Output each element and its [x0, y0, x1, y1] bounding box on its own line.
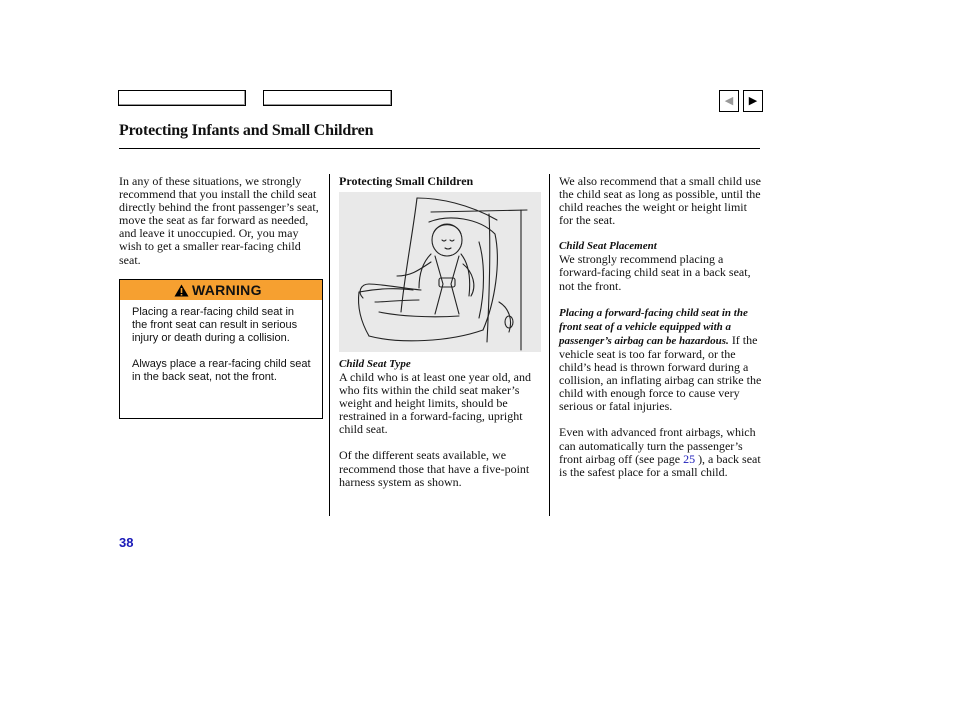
warning-text-2: Always place a rear-facing child seat in the back seat, not the front.	[132, 358, 311, 383]
page-number: 38	[119, 535, 134, 550]
warning-label: WARNING	[192, 282, 262, 298]
column-1	[119, 175, 322, 280]
warning-triangle-icon	[174, 284, 189, 297]
section-heading: Protecting Small Children	[339, 174, 474, 188]
harness-recommendation-text: Of the different seats available, we recommend those that have a five-point harness system as shown.	[339, 448, 530, 489]
title-divider	[119, 148, 760, 149]
next-page-button[interactable]	[743, 90, 763, 112]
warning-body	[120, 300, 322, 384]
front-seat-hazard-bold: Placing a forward-facing child seat in the front seat of a vehicle equipped with a passenger’s airbag can be hazardous.	[559, 306, 748, 347]
child-seat-drawing	[339, 192, 541, 352]
front-seat-hazard-text	[559, 306, 762, 414]
column-divider-1	[329, 174, 330, 516]
figure-caption: Child Seat Type	[339, 358, 411, 370]
advanced-airbag-text-start: Even with advanced front airbags, which can automatically turn the passenger’s front airbag off (see page	[559, 425, 756, 466]
column-divider-2	[549, 174, 550, 516]
placement-heading: Child Seat Placement	[559, 240, 657, 253]
front-seat-hazard-detail: If the vehicle seat is too far forward, or the child’s head is thrown forward during a collision, an inflating airbag can strike the child with enough force to cause very serious or fatal injuries.	[559, 332, 762, 414]
triangle-left-icon: ◀	[724, 94, 734, 107]
column-2	[339, 175, 531, 188]
prev-page-button[interactable]	[719, 90, 739, 112]
placement-text: We strongly recommend placing a forward-facing child seat in a back seat, not the front.	[559, 252, 751, 293]
child-seat-type-text: A child who is at least one year old, and who fits within the child seat maker’s weight and height limits, should be restrained in a forward-facing, upright child seat.	[339, 370, 531, 437]
intro-paragraph: In any of these situations, we strongly recommend that you install the child seat directly behind the front passenger’s seat, move the seat as far forward as needed, and leave it unoccupied. Or, you may wish to get a smaller rear-facing child seat.	[119, 174, 319, 267]
nav-tab-button-2[interactable]	[263, 90, 392, 106]
nav-tab-button-1[interactable]	[118, 90, 246, 106]
child-seat-illustration	[339, 192, 541, 352]
warning-text-1: Placing a rear-facing child seat in the front seat can result in serious injury or death during a collision.	[132, 306, 298, 344]
triangle-right-icon: ▶	[748, 94, 758, 107]
warning-box	[119, 279, 323, 419]
seat-duration-text: We also recommend that a small child use the child seat as long as possible, until the child reaches the weight or height limit for the seat.	[559, 174, 761, 228]
advanced-airbag-text	[559, 426, 762, 478]
column-2-body	[339, 358, 531, 502]
column-3	[559, 175, 762, 492]
warning-header	[120, 280, 322, 300]
page-title: Protecting Infants and Small Children	[119, 122, 374, 139]
advanced-airbag-text-end: ), a back seat is the safest place for a small child.	[559, 451, 761, 479]
page-25-link[interactable]: 25	[683, 451, 696, 466]
